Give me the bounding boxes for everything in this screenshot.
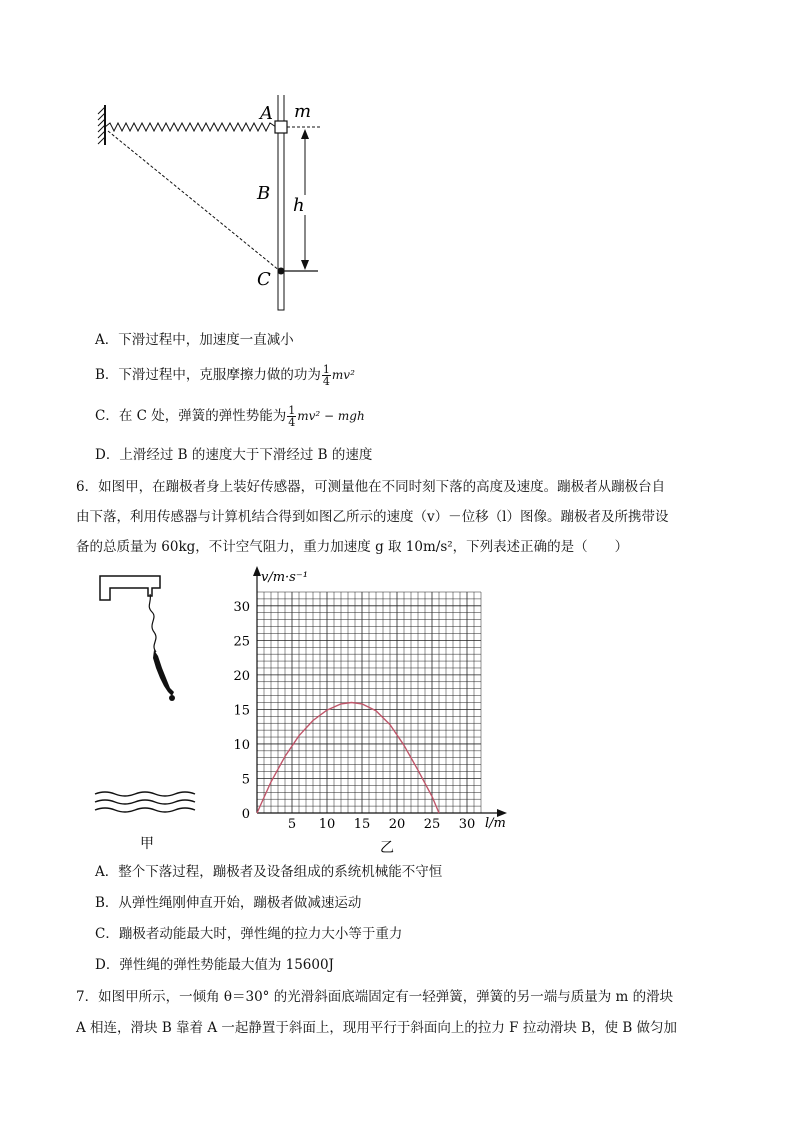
label-yi: 乙 bbox=[380, 840, 394, 856]
x-tick-label: 30 bbox=[458, 817, 476, 832]
q5-option-b bbox=[95, 364, 355, 387]
label-c: C bbox=[257, 269, 271, 290]
q6-option-c: C．蹦极者动能最大时，弹性绳的拉力大小等于重力 bbox=[95, 926, 403, 942]
label-b: B bbox=[257, 183, 271, 204]
fraction bbox=[287, 405, 296, 428]
q6-option-a: A．整个下落过程，蹦极者及设备组成的系统机械能不守恒 bbox=[95, 864, 443, 880]
q5-option-b-expr: mv² bbox=[331, 368, 355, 382]
q5-option-b-text: B．下滑过程中，克服摩擦力做的功为 bbox=[95, 367, 321, 383]
velocity-displacement-chart bbox=[225, 565, 515, 860]
q6-option-b: B．从弹性绳刚伸直开始，蹦极者做减速运动 bbox=[95, 895, 362, 911]
x-tick-label: 25 bbox=[423, 817, 441, 832]
q5-option-a: A．下滑过程中，加速度一直减小 bbox=[95, 332, 294, 348]
label-h: h bbox=[293, 195, 305, 216]
spring bbox=[105, 123, 276, 131]
y-tick-label: 20 bbox=[233, 668, 250, 684]
fraction-numerator: 1 bbox=[288, 404, 296, 417]
label-jia: 甲 bbox=[140, 836, 154, 852]
fraction-denominator: 4 bbox=[322, 375, 330, 388]
fraction-numerator: 1 bbox=[322, 363, 330, 376]
y-tick-label: 10 bbox=[233, 737, 250, 753]
q5-option-c-expr: mv² − mgh bbox=[297, 409, 365, 423]
x-tick-label: 15 bbox=[353, 817, 371, 832]
q7-stem-line-1: 7．如图甲所示，一倾角 θ＝30° 的光滑斜面底端固定有一轻弹簧，弹簧的另一端与质量为 m 的滑块 bbox=[76, 989, 674, 1005]
q5-option-d: D．上滑经过 B 的速度大于下滑经过 B 的速度 bbox=[95, 447, 373, 463]
q5-option-c bbox=[95, 405, 365, 428]
y-tick-label: 30 bbox=[233, 599, 250, 615]
x-tick-label: 20 bbox=[388, 817, 406, 832]
y-tick-label: 0 bbox=[241, 807, 250, 822]
axes bbox=[253, 566, 507, 817]
bungee-figure bbox=[90, 572, 210, 857]
fraction bbox=[322, 364, 331, 387]
block-m bbox=[275, 121, 287, 133]
x-tick-label: 10 bbox=[318, 817, 336, 832]
y-tick-label: 25 bbox=[233, 634, 250, 650]
point-c bbox=[278, 268, 285, 275]
y-tick-label: 5 bbox=[241, 772, 250, 788]
q6-stem-line-1: 6．如图甲，在蹦极者身上装好传感器，可测量他在不同时刻下落的高度及速度。蹦极者从蹦极台自 bbox=[76, 479, 666, 495]
x-axis-label: l/m bbox=[485, 816, 506, 831]
fraction-denominator: 4 bbox=[288, 416, 296, 429]
q6-stem-line-2: 由下落，利用传感器与计算机结合得到如图乙所示的速度（v）－位移（l）图像。蹦极者及所携带设 bbox=[76, 509, 669, 525]
y-axis-label: v/m·s⁻¹ bbox=[261, 570, 308, 585]
label-a: A bbox=[260, 103, 273, 124]
q6-stem-line-3: 备的总质量为 60kg，不计空气阻力，重力加速度 g 取 10m/s²，下列表述正确的是（ ） bbox=[76, 539, 629, 555]
spring-rod-figure bbox=[90, 95, 350, 320]
grid bbox=[257, 592, 481, 813]
y-axis-arrow bbox=[253, 566, 261, 576]
x-tick-label: 5 bbox=[287, 817, 297, 832]
q6-option-d: D．弹性绳的弹性势能最大值为 15600J bbox=[95, 957, 334, 973]
y-tick-label: 15 bbox=[233, 703, 250, 719]
q7-stem-line-2: A 相连，滑块 B 靠着 A 一起静置于斜面上，现用平行于斜面向上的拉力 F 拉动滑块 B，使 B 做匀加 bbox=[76, 1020, 678, 1036]
q5-option-c-text: C．在 C 处，弹簧的弹性势能为 bbox=[95, 408, 287, 424]
label-m: m bbox=[294, 101, 312, 122]
